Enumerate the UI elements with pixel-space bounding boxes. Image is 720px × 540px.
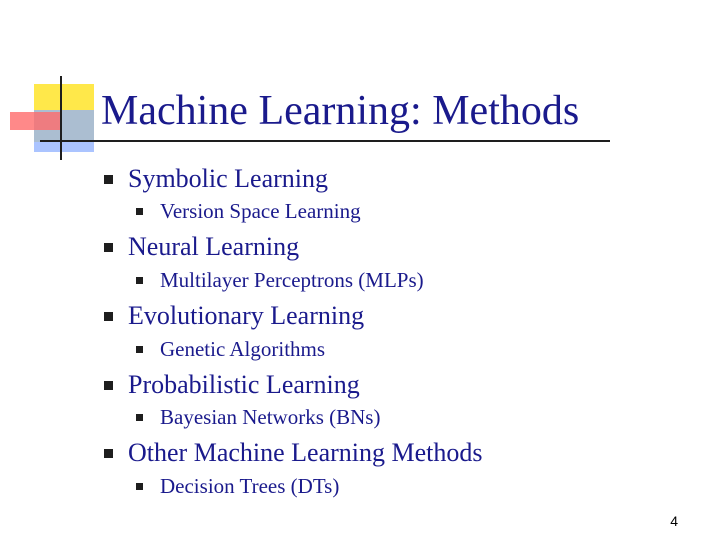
square-bullet-icon	[136, 414, 143, 421]
bullet-label: Symbolic Learning	[128, 164, 329, 193]
deco-red-bar	[10, 112, 60, 130]
deco-vertical-line	[60, 76, 62, 160]
square-bullet-icon	[136, 208, 143, 215]
square-bullet-icon	[104, 312, 113, 321]
sub-bullet-label: Bayesian Networks (BNs)	[160, 405, 381, 429]
square-bullet-icon	[136, 346, 143, 353]
title-divider	[40, 140, 610, 142]
page-title: Machine Learning: Methods	[101, 88, 580, 134]
sub-bullet-label: Version Space Learning	[160, 199, 361, 223]
square-bullet-icon	[136, 483, 143, 490]
square-bullet-icon	[104, 175, 113, 184]
square-bullet-icon	[104, 243, 113, 252]
bullet-label: Probabilistic Learning	[128, 370, 360, 399]
square-bullet-icon	[104, 449, 113, 458]
square-bullet-icon	[136, 277, 143, 284]
bullet-label: Evolutionary Learning	[128, 301, 365, 330]
bullet-label: Other Machine Learning Methods	[128, 438, 483, 467]
slide-decoration-logo	[0, 0, 120, 170]
sub-bullet-label: Genetic Algorithms	[160, 337, 326, 361]
bullet-label: Neural Learning	[128, 232, 300, 261]
page-number: 4	[670, 513, 678, 529]
sub-bullet-label: Decision Trees (DTs)	[160, 474, 340, 498]
sub-bullet-label: Multilayer Perceptrons (MLPs)	[160, 268, 424, 292]
square-bullet-icon	[104, 381, 113, 390]
